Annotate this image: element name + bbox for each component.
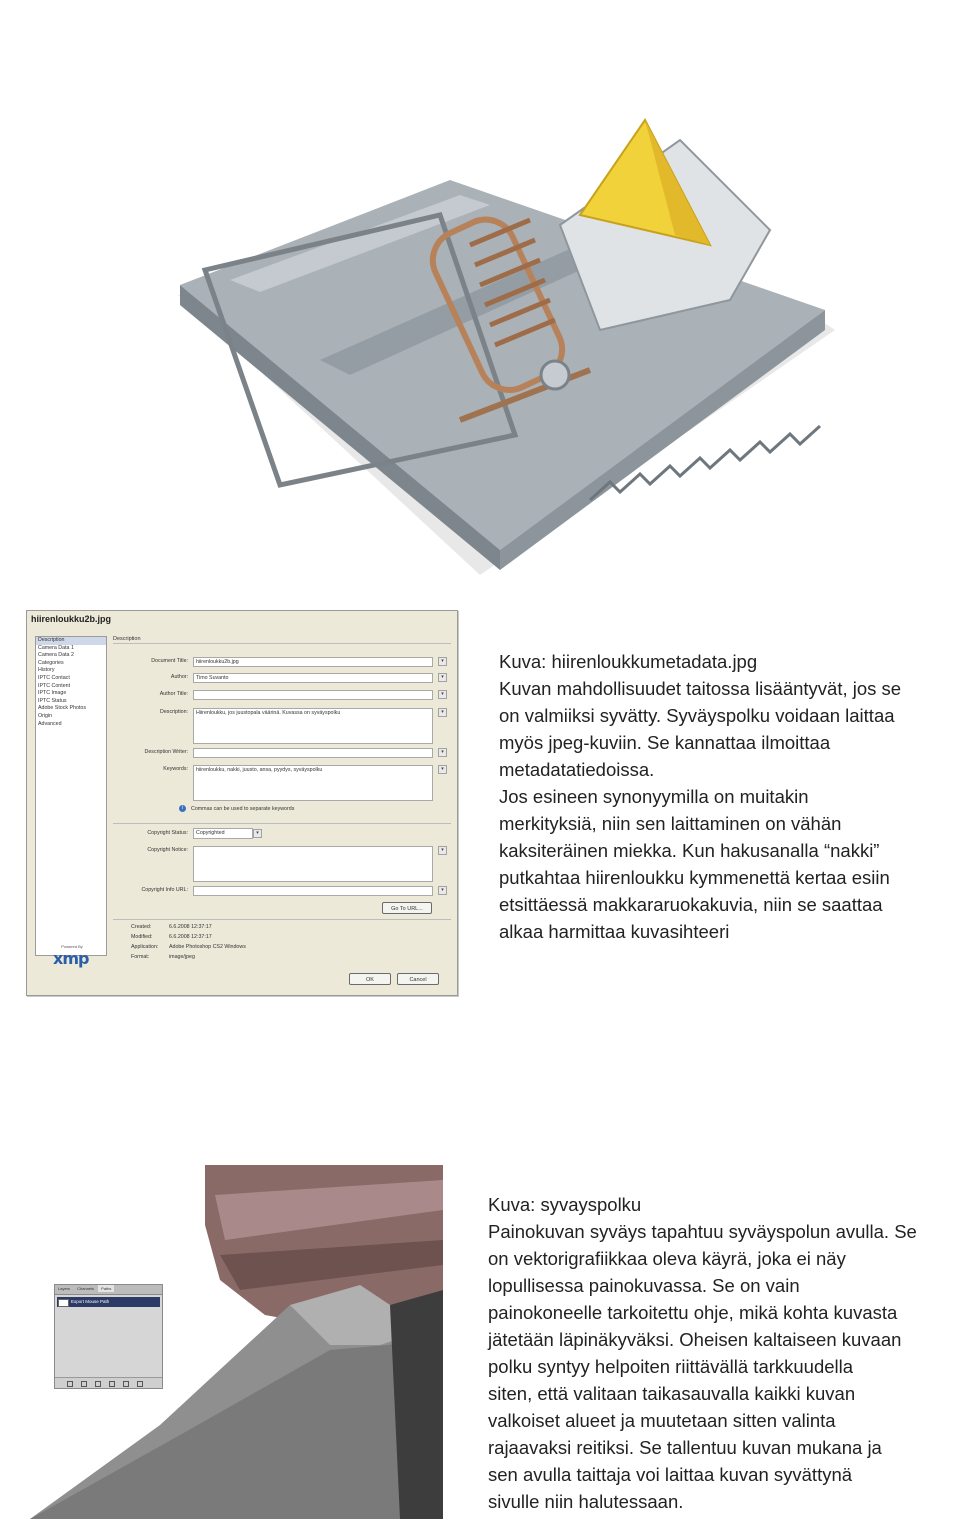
panel-item[interactable]: Origin <box>38 712 53 719</box>
xmp-logo: xmp <box>53 949 89 968</box>
meta-value: Adobe Photoshop CS2 Windows <box>169 944 246 950</box>
meta-value: 6.6.2008 12:37:17 <box>169 934 212 940</box>
load-selection-icon[interactable] <box>95 1381 101 1387</box>
tab-paths[interactable]: Paths <box>98 1285 114 1292</box>
panel-item[interactable]: Advanced <box>38 720 62 727</box>
panel-item[interactable]: IPTC Image <box>38 690 67 697</box>
history-dropdown-icon[interactable]: ▾ <box>438 846 447 855</box>
caption-line: metadatatiedoissa. <box>499 759 655 780</box>
caption-line: Kuvan mahdollisuudet taitossa lisääntyvät, jos se <box>499 678 902 699</box>
caption-line: sivulle niin halutessaan. <box>488 1491 684 1512</box>
caption-line: Kuva: syvayspolku <box>488 1194 642 1215</box>
history-dropdown-icon[interactable]: ▾ <box>438 673 447 682</box>
label-copyright-notice: Copyright Notice: <box>147 847 188 853</box>
panel-list <box>35 636 107 956</box>
panel-item[interactable]: IPTC Contact <box>38 674 70 681</box>
section-title: Description <box>113 636 141 642</box>
meta-value: 6.6.2008 12:37:17 <box>169 924 212 930</box>
caption-line: myös jpeg-kuviin. Se kannattaa ilmoittaa <box>499 732 831 753</box>
paths-palette <box>54 1284 163 1389</box>
author-title-field[interactable] <box>193 690 433 700</box>
panel-item[interactable]: IPTC Status <box>38 697 67 704</box>
ok-button[interactable]: OK <box>349 973 391 985</box>
copyright-url-field[interactable] <box>193 886 433 896</box>
make-path-icon[interactable] <box>109 1381 115 1387</box>
panel-item[interactable]: Adobe Stock Photos <box>38 705 86 712</box>
tab-layers[interactable]: Layers <box>58 1286 71 1291</box>
panel-item[interactable]: History <box>38 667 55 674</box>
history-dropdown-icon[interactable]: ▾ <box>438 690 447 699</box>
caption-line: Jos esineen synonyymilla on muitakin <box>499 786 809 807</box>
meta-label: Application: <box>131 944 159 950</box>
label-author-title: Author Title: <box>159 691 188 697</box>
copyright-status-select[interactable]: Copyrighted <box>193 828 253 839</box>
history-dropdown-icon[interactable]: ▾ <box>438 657 447 666</box>
go-to-url-button[interactable]: Go To URL... <box>382 902 432 914</box>
palette-footer <box>55 1377 162 1388</box>
meta-label: Format: <box>131 954 150 960</box>
copyright-notice-field[interactable] <box>193 846 433 882</box>
caption-line: valkoiset alueet ja muutetaan sitten valinta <box>488 1410 836 1431</box>
chevron-down-icon[interactable]: ▾ <box>253 829 262 838</box>
tab-channels[interactable]: Channels <box>77 1286 95 1291</box>
document-title-field[interactable]: hiirenloukku2b.jpg <box>193 657 433 667</box>
label-copyright-url: Copyright Info URL: <box>141 887 188 893</box>
caption-line: lopullisessa painokuvassa. Se on vain <box>488 1275 800 1296</box>
info-icon: i <box>179 805 186 812</box>
trash-icon[interactable] <box>137 1381 143 1387</box>
caption-line: painokoneelle tarkoitettu ohje, mikä kohta kuvasta <box>488 1302 898 1323</box>
label-author: Author: <box>170 674 188 680</box>
caption-line: Painokuvan syväys tapahtuu syväyspolun avulla. Se <box>488 1221 917 1242</box>
caption-line: on valmiiksi syvätty. Syväyspolku voidaan laittaa <box>499 705 895 726</box>
history-dropdown-icon[interactable]: ▾ <box>438 748 447 757</box>
description-writer-field[interactable] <box>193 748 433 758</box>
divider <box>113 919 451 920</box>
divider <box>113 823 451 824</box>
cancel-button[interactable]: Cancel <box>397 973 439 985</box>
history-dropdown-icon[interactable]: ▾ <box>438 765 447 774</box>
xmp-powered-by: Powered By <box>61 944 83 949</box>
caption-line: sen avulla taittaja voi laittaa kuvan syvättynä <box>488 1464 853 1485</box>
meta-value: image/jpeg <box>169 954 195 960</box>
caption-line: merkityksiä, niin sen laittaminen on vähän <box>499 813 842 834</box>
stroke-path-icon[interactable] <box>81 1381 87 1387</box>
caption-line: siten, että valitaan taikasauvalla kaikki kuvan <box>488 1383 856 1404</box>
caption-line: polku syntyy helpoiten riittävällä tarkkuudella <box>488 1356 854 1377</box>
panel-item[interactable]: Categories <box>38 659 64 666</box>
path-row[interactable] <box>57 1297 160 1307</box>
keywords-hint: Commas can be used to separate keywords <box>191 806 295 812</box>
path-name: Export Mouse Path <box>71 1299 110 1304</box>
caption-line: jätetään läpinäkyväksi. Oheisen kaltaiseen kuvaan <box>488 1329 902 1350</box>
divider <box>113 643 451 644</box>
mousetrap-photo <box>170 30 850 575</box>
meta-label: Modified: <box>131 934 153 940</box>
meta-label: Created: <box>131 924 152 930</box>
fill-path-icon[interactable] <box>67 1381 73 1387</box>
panel-item[interactable]: Description <box>36 637 106 645</box>
keywords-field[interactable]: hiirenloukku, nakki, juusto, ansa, pyydys, syväyspolku <box>193 765 433 801</box>
description-field[interactable]: Hiirenloukku, jos juustopala väärinä. Kuvassa on syväyspolku <box>193 708 433 744</box>
caption-line: kaksiteräinen miekka. Kun hakusanalla “nakki” <box>499 840 880 861</box>
new-path-icon[interactable] <box>123 1381 129 1387</box>
caption-line: alkaa harmittaa kuvasihteeri <box>499 921 730 942</box>
author-field[interactable]: Timo Suvanto <box>193 673 433 683</box>
caption-line: rajaavaksi reitiksi. Se tallentuu kuvan mukana ja <box>488 1437 882 1458</box>
panel-item[interactable]: Camera Data 2 <box>38 652 74 659</box>
history-dropdown-icon[interactable]: ▾ <box>438 886 447 895</box>
history-dropdown-icon[interactable]: ▾ <box>438 708 447 717</box>
panel-item[interactable]: Camera Data 1 <box>38 644 74 651</box>
path-thumbnail <box>58 1299 69 1307</box>
label-description: Description: <box>160 709 188 715</box>
caption-metadata <box>499 648 901 945</box>
dialog-title: hiirenloukku2b.jpg <box>31 614 112 624</box>
label-copyright-status: Copyright Status: <box>147 830 188 836</box>
caption-clipping-path <box>488 1191 917 1515</box>
caption-line: putkahtaa hiirenloukku kymmenettä kertaa esiin <box>499 867 890 888</box>
label-description-writer: Description Writer: <box>144 749 188 755</box>
caption-line: Kuva: hiirenloukkumetadata.jpg <box>499 651 758 672</box>
caption-line: etsittäessä makkararuokakuvia, niin se saattaa <box>499 894 883 915</box>
palette-tabs <box>55 1285 162 1295</box>
file-info-dialog <box>26 610 458 996</box>
caption-line: on vektorigrafiikkaa oleva käyrä, joka ei näy <box>488 1248 846 1269</box>
label-keywords: Keywords: <box>163 766 188 772</box>
label-document-title: Document Title: <box>151 658 188 664</box>
panel-item[interactable]: IPTC Content <box>38 682 71 689</box>
